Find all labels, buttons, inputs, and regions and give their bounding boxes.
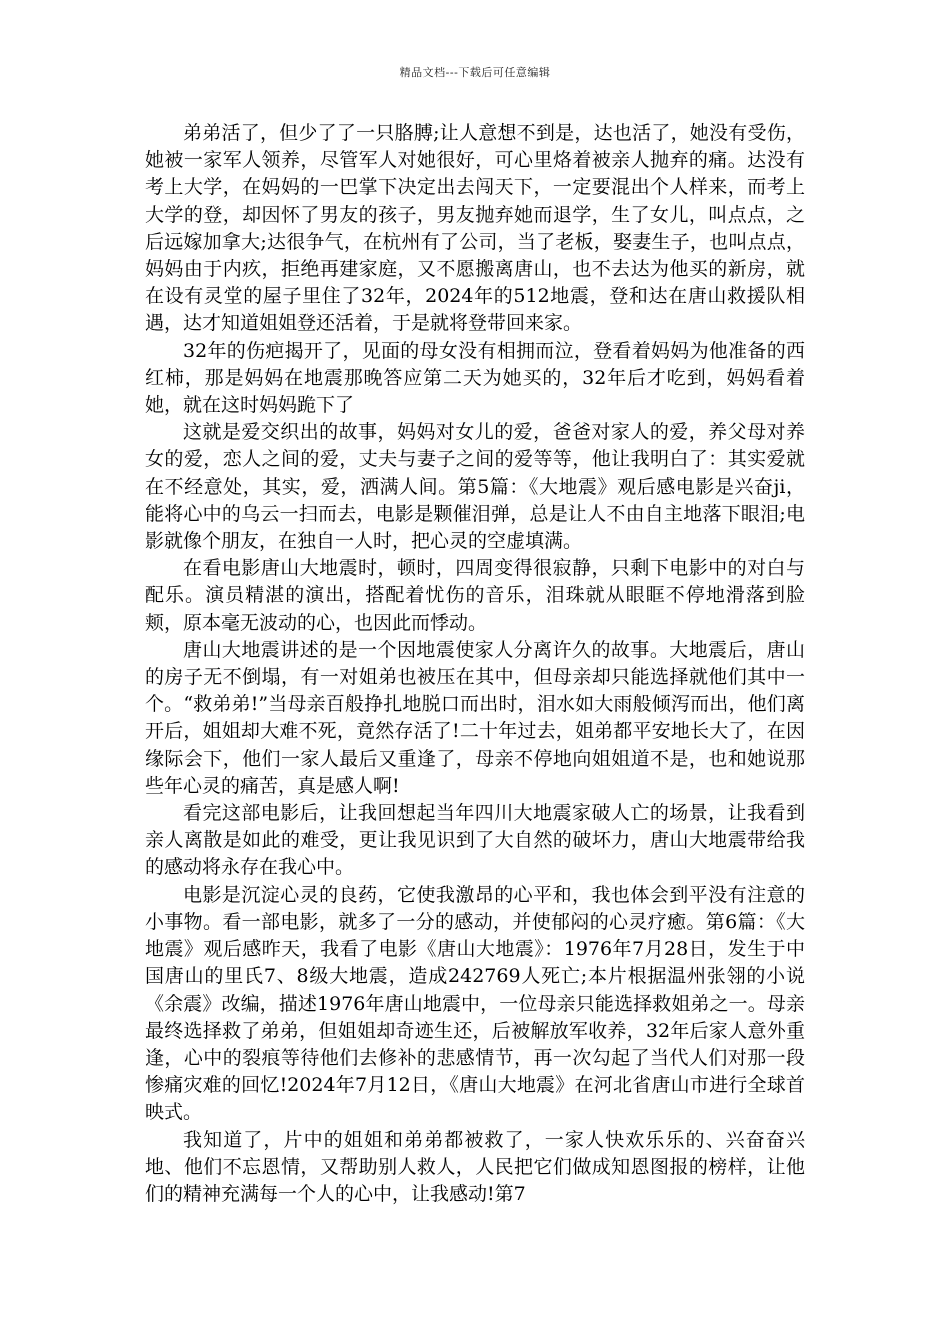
paragraph: 唐山大地震讲述的是一个因地震使家人分离许久的故事。大地震后，唐山的房子无不倒塌，有一对姐弟也被压在其中，但母亲却只能选择就他们其中一个。“救弟弟!”当母亲百般挣扎地脱口而出时，泪水如大雨般倾泻而出，他们离开后，姐姐却大难不死，竟然存活了!二十年过去，姐弟都平安地长大了，在因缘际会下，他们一家人最后又重逢了，母亲不停地向姐姐道不是，也和她说那些年心灵的痛苦，真是感人啊! (145, 638, 805, 797)
paragraph: 32年的伤疤揭开了，见面的母女没有相拥而泣，登看着妈妈为他准备的西红柿，那是妈妈在地震那晚答应第二天为她买的，32年后才吃到，妈妈看着她，就在这时妈妈跪下了 (145, 339, 805, 417)
paragraph: 这就是爱交织出的故事，妈妈对女儿的爱，爸爸对家人的爱，养父母对养女的爱，恋人之间的爱，丈夫与妻子之间的爱等等，他让我明白了：其实爱就在不经意处，其实，爱，洒满人间。第5篇：《大地震》观后感电影是兴奋ji，能将心中的乌云一扫而去，电影是颗催泪弹，总是让人不由自主地落下眼泪;电影就像个朋友，在独自一人时，把心灵的空虚填满。 (145, 421, 805, 553)
document-body (145, 120, 805, 1208)
paragraph: 电影是沉淀心灵的良药，它使我激昂的心平和，我也体会到平没有注意的小事物。看一部电影，就多了一分的感动，并使郁闷的心灵疗癒。第6篇：《大地震》观后感昨天，我看了电影《唐山大地震》：1976年7月28日，发生于中国唐山的里氏7、8级大地震，造成242769人死亡;本片根据温州张翎的小说《余震》改编，描述1976年唐山地震中，一位母亲只能选择救姐弟之一。母亲最终选择救了弟弟，但姐姐却奇迹生还，后被解放军收养，32年后家人意外重逢，心中的裂痕等待他们去修补的悲感情节，再一次勾起了当代人们对那一段惨痛灾难的回忆!2024年7月12日，《唐山大地震》在河北省唐山市进行全球首映式。 (145, 883, 805, 1124)
paragraph: 弟弟活了，但少了了一只胳膊;让人意想不到是，达也活了，她没有受伤，她被一家军人领养，尽管军人对她很好，可心里烙着被亲人抛弃的痛。达没有考上大学，在妈妈的一巴掌下决定出去闯天下，一定要混出个人样来，而考上大学的登，却因怀了男友的孩子，男友抛弃她而退学，生了女儿，叫点点，之后远嫁加拿大;达很争气，在杭州有了公司，当了老板，娶妻生子，也叫点点，妈妈由于内疚，拒绝再建家庭，又不愿搬离唐山，也不去达为他买的新房，就在设有灵堂的屋子里住了32年，2024年的512地震，登和达在唐山救援队相遇，达才知道姐姐登还活着，于是就将登带回来家。 (145, 122, 805, 335)
paragraph: 在看电影唐山大地震时，顿时，四周变得很寂静，只剩下电影中的对白与配乐。演员精湛的演出，搭配着忧伤的音乐，泪珠就从眼眶不停地滑落到脸颊，原本毫无波动的心，也因此而悸动。 (145, 557, 805, 634)
page-header: 精品文档---下载后可任意编辑 (399, 66, 551, 79)
paragraph: 看完这部电影后，让我回想起当年四川大地震家破人亡的场景，让我看到亲人离散是如此的难受，更让我见识到了大自然的破坏力，唐山大地震带给我的感动将永存在我心中。 (145, 802, 805, 879)
paragraph: 我知道了，片中的姐姐和弟弟都被救了，一家人快欢乐乐的、兴奋奋兴地、他们不忘恩情，又帮助别人救人，人民把它们做成知恩图报的榜样，让他们的精神充满每一个人的心中，让我感动!第7 (145, 1128, 805, 1205)
